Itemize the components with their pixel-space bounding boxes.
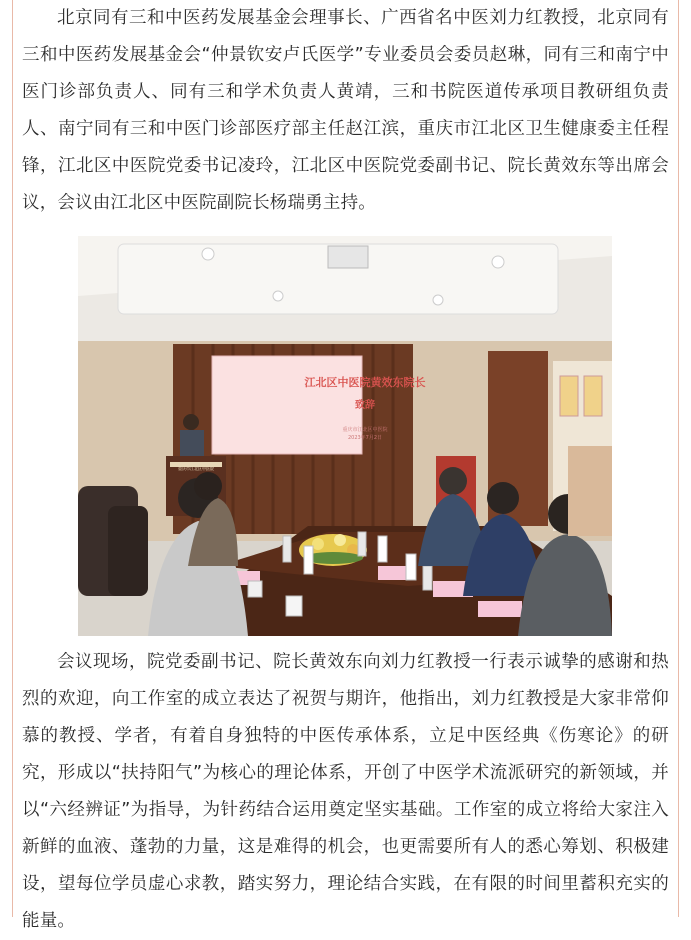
podium-label: 重庆市江北区中医院 [178, 466, 214, 471]
article-body [22, 0, 669, 940]
projection-slide-title: 江北区中医院黄效东院长 [304, 376, 426, 389]
article-paragraph-1: 北京同有三和中医药发展基金会理事长、广西省名中医刘力红教授，北京同有三和中医药发展基金会“仲景钦安卢氏医学”专业委员会委员赵琳，同有三和南宁中医门诊部负责人、同有三和学术负责人黄靖，三和书院医道传承项目教研组负责人、南宁同有三和中医门诊部医疗部主任赵江滨，重庆市江北区卫生健康委主任程锋，江北区中医院党委书记凌玲，江北区中医院党委副书记、院长黄效东等出席会议，会议由江北区中医院副院长杨瑞勇主持。 [22, 8, 669, 213]
projection-slide-subtitle: 致辞 [355, 400, 375, 411]
projection-slide-org: 重庆市江北区中医院 [342, 427, 388, 433]
meeting-photo [78, 236, 612, 636]
left-border-decoration [0, 0, 13, 917]
right-border-decoration [678, 0, 691, 917]
projection-slide-date: 2023年7月2日 [347, 435, 383, 441]
article-paragraph-2: 会议现场，院党委副书记、院长黄效东向刘力红教授一行表示诚挚的感谢和热烈的欢迎，向工作室的成立表达了祝贺与期许，他指出，刘力红教授是大家非常仰慕的教授、学者，有着自身独特的中医传承体系，立足中医经典《伤寒论》的研究，形成以“扶持阳气”为核心的理论体系，开创了中医学术流派研究的新领域，并以“六经辨证”为指导，为针药结合运用奠定坚实基础。工作室的成立将给大家注入新鲜的血液、蓬勃的力量，这是难得的机会，也更需要所有人的悉心筹划、积极建设，望每位学员虚心求教，踏实努力，理论结合实践，在有限的时间里蓄积充实的能量。 [22, 652, 669, 931]
